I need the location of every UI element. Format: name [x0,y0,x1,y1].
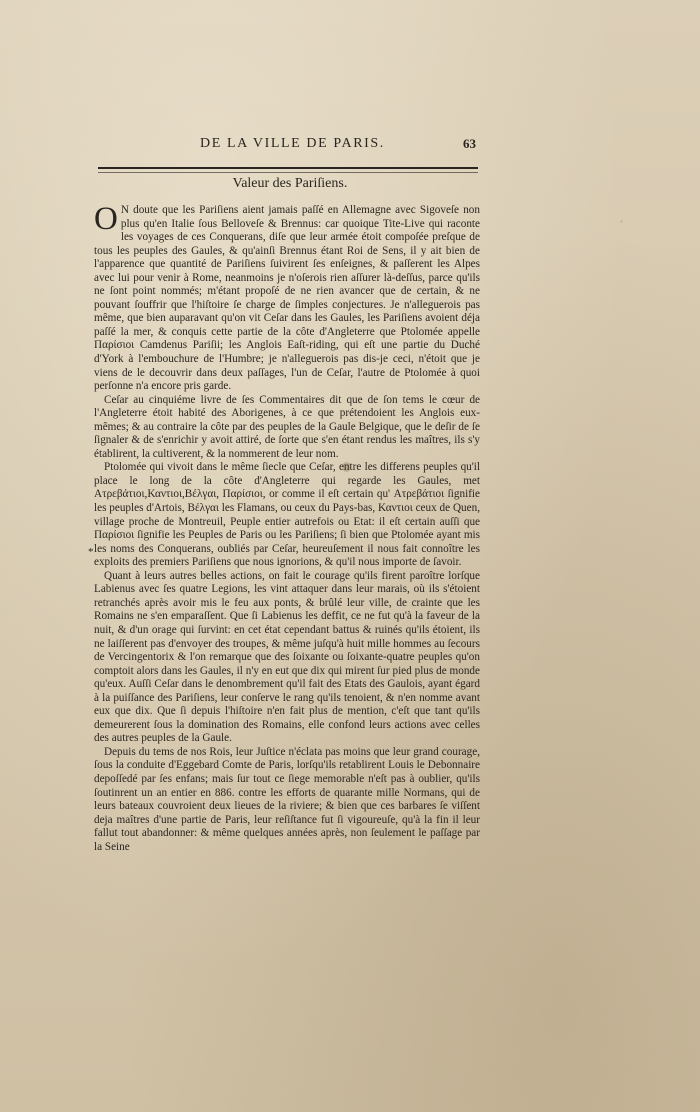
header-rule [98,167,478,169]
ink-stain-small [620,220,623,223]
paragraph [94,201,480,394]
page-number: 63 [463,136,476,151]
margin-asterisk: * [88,546,94,558]
running-head [100,136,476,156]
body-text [94,201,480,854]
paragraph: Depuis du tems de nos Rois, leur Juſtice n'éclata pas moins que leur grand courage, ſous la conduite d'Eggebard Comte de Paris, lorſqu'ils retablirent Louis le Debonnaire depoſſedé par ſes enfans; mais ſur tout ce ſiege memorable n'eſt pas à oublier, qu'ils ſoutinrent un an entier en 886. contre les efforts de quarante mille Normans, qui de leurs bateaux couvroient deux lieues de la riviere; & bien que ces barbares ſe viſſent deja maîtres d'une partie de Paris, leur reſiſtance fut ſi vigoureuſe, qu'à la fin il leur fallut tout abandonner: & même quelques années après, non ſeulement le paſſage par la Seine [94,745,480,853]
drop-cap: O [94,201,118,237]
header-rule-thin [98,172,478,173]
paragraph: Quant à leurs autres belles actions, on fait le courage qu'ils firent paroître lorſque Labienus avec ſes quatre Legions, les vint attaquer dans leur marais, où ils s'étoient retranchés après avoir mis le feu aux ponts, & brûlé leur ville, de crainte que les Romains ne s'en emparaſſent. Que ſi Labienus les deffit, ce ne fut qu'à la faveur de la nuit, & d'un orage qui ſurvint: en cet état cependant battus & ruinés qu'ils étoient, ils ne laiſſerent pas d'envoyer des troupes, & même juſqu'à huit mille hommes au ſecours de Vercingentorix & l'on remarque que des ſoixante ou ſoixante-quatre peuples qu'on comptoit alors dans les Gaules, il n'y en eut que dix qui mirent ſur pied plus de monde qu'eux. Auſſi Ceſar dans le denombrement qu'il fait des Etats des Gaulois, ayant égard à la puiſſance des Pariſiens, leur conſerve le rang qu'ils tenoient, & n'en nomme avant eux que dix. Que ſi depuis l'hiſtoire n'en fait plus de mention, c'eſt que tant qu'ils demeurerent ſous la domination des Romains, elle confond leurs actions avec celles des autres peuples de la Gaule. [94,569,480,745]
paragraph: Ceſar au cinquiéme livre de ſes Commentaires dit que de ſon tems le cœur de l'Angleterre étoit habité des Aborigenes, à ce que prétendoient les Anglois eux-mêmes; & au contraire la côte par des peuples de la Gaule Belgique, que le deſir de ſe ſignaler & de s'enrichir y avoit attiré, de ſorte que s'en étant rendus les maîtres, ils s'y établirent, la cultiverent, & la nommerent de leur nom. [94,393,480,460]
paragraph: Ptolomée qui vivoit dans le même ſiecle que Ceſar, entre les differens peuples qu'il place le long de la côte d'Angleterre qui regarde les Gaules, met Ατρεβάτιοι,Καντιοι,Βέλγαι, Παρίσιοι, or comme il eſt certain qu' Ατρεβάτιοι ſignifie les peuples d'Artois, Βέλγαι les Flamans, ou ceux du Pays-bas, Καντιοι ceux de Quen, village proche de Montreuil, Peuple entier autrefois ou Etat: il eſt certain auſſi que Παρίσιοι ſignifie les Peuples de Paris ou les Pariſiens; ſi bien que Ptolomée ayant mis les noms des Conquerans, oubliés par Ceſar, heureuſement il nous fait connoître les exploits des premiers Pariſiens que nous ignorions, & qu'il nous importe de ſavoir. [94,461,480,569]
section-title: Valeur des Pariſiens. [232,176,348,191]
paragraph-text: N doute que les Pariſiens aient jamais paſſé en Allemagne avec Sigoveſe non plus qu'en Italie ſous Belloveſe & Brennus: car quoique Tite-Live qui raconte les voyages de ces Conquerans, diſe que leur armée étoit compoſée preſque de tous les peuples des Gaules, & qu'ainſi Brennus étant Roi de Sens, il y ait bien de l'apparence que quantité de Pariſiens ſuivirent ſes enſeignes, & paſſerent les Alpes avec lui pour venir à Rome, neanmoins je n'oſerois rien aſſurer là-deſſus, parce qu'ils ne ſont point nommés; m'étant propoſé de ne rien avancer que de certain, & ne pouvant ſouffrir que l'hiſtoire ſe charge de ſimples conjectures. Je n'alleguerois pas même, que bien auparavant qu'on vit Ceſar dans les Gaules, les Pariſiens avoient déja paſſé la mer, & conquis cette partie de la côte d'Angleterre que Ptolomée appelle Παρίσιοι Camdenus Pariſii; les Anglois Eaſt-riding, qui eſt une partie du Duché d'York à l'embouchure de l'Humbre; je n'alleguerois pas dis-je ceci, n'étoit que je viens de le decouvrir dans deux paſſages, l'un de Ceſar, l'autre de Ptolomée à quoi perſonne n'a encore pris garde. [94,204,480,393]
running-head-title: DE LA VILLE DE PARIS. [200,136,385,151]
